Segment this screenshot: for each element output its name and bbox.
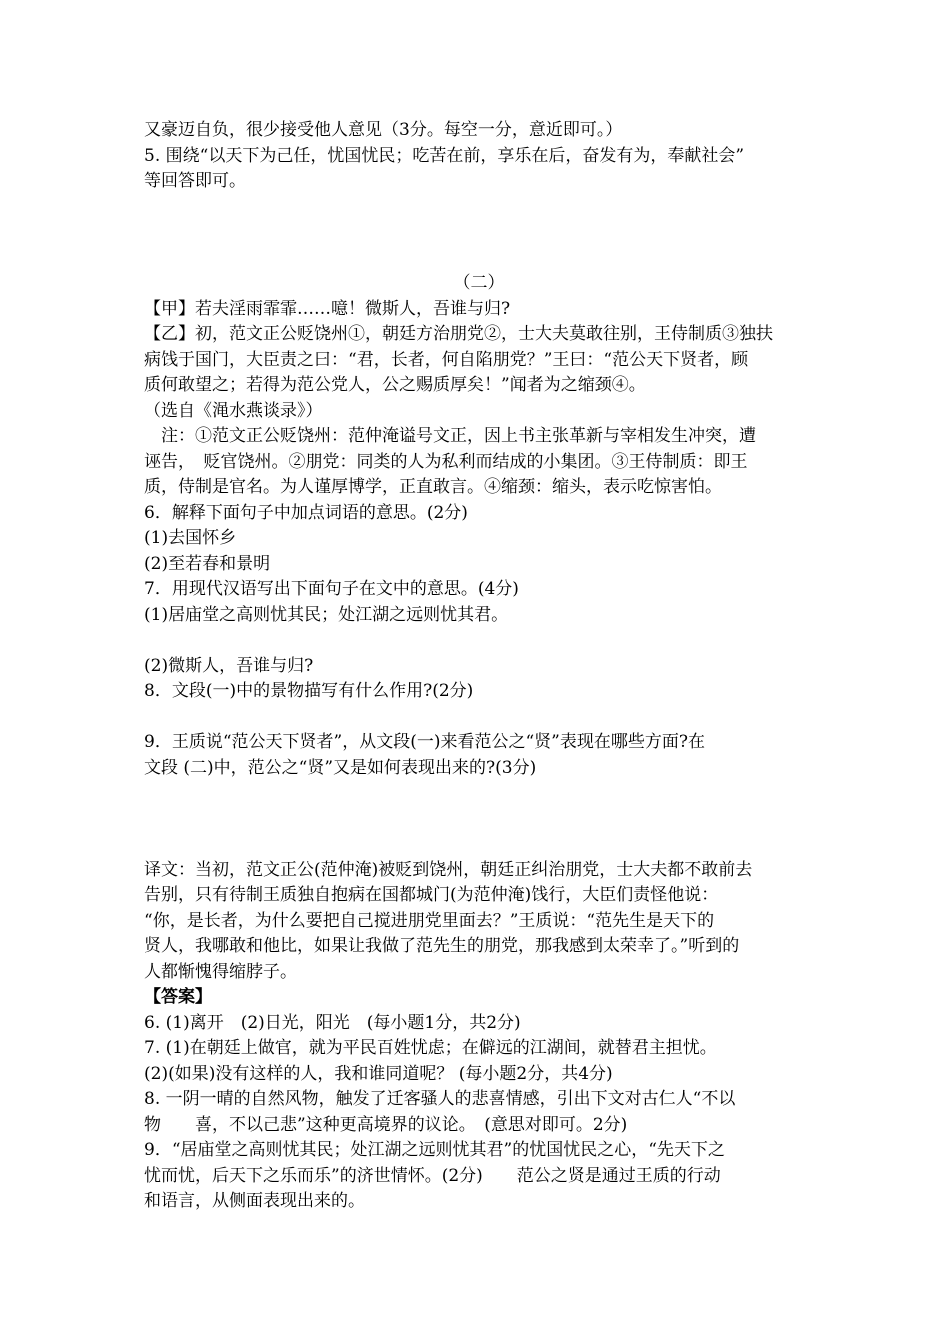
spacer xyxy=(144,807,814,833)
answer-5-line-1: 5. 围绕“以天下为己任，忧国忧民；吃苦在前，享乐在后，奋发有为，奉献社会” xyxy=(144,145,745,166)
passage-source: （选自《渑水燕谈录》） xyxy=(144,400,323,421)
translation-line-1: 译文：当初，范文正公(范仲淹)被贬到饶州，朝廷正纠治朋党，士大夫都不敢前去 xyxy=(144,859,753,880)
translation-line-2: 告别，只有待制王质独自抱病在国都城门(为范仲淹)饯行，大臣们责怪他说： xyxy=(144,885,719,905)
translation-line-5: 人都惭愧得缩脖子。 xyxy=(144,961,297,982)
question-7-item-2: (2)微斯人，吾谁与归? xyxy=(144,655,314,676)
passage-jia: 【甲】若夫淫雨霏霏……噫！微斯人，吾谁与归? xyxy=(144,298,511,319)
answer-heading: 【答案】 xyxy=(144,987,212,1007)
answer-6: 6. (1)离开 (2)日光，阳光 (每小题1分，共2分) xyxy=(144,1012,521,1033)
spacer xyxy=(144,220,814,246)
passage-yi-line-3: 质何敢望之；若得为范公党人，公之赐质厚矣！”闻者为之缩颈④。 xyxy=(144,375,646,395)
answer-9-line-3: 和语言，从侧面表现出来的。 xyxy=(144,1191,365,1211)
spacer xyxy=(144,246,814,272)
question-9-line-2: 文段 (二)中，范公之“贤”又是如何表现出来的?(3分) xyxy=(144,757,537,778)
spacer xyxy=(144,832,814,858)
spacer xyxy=(144,705,814,731)
answer-line-4-continued: 又豪迈自负，很少接受他人意见（3分。每空一分，意近即可。） xyxy=(144,120,623,140)
answer-5-line-2: 等回答即可。 xyxy=(144,171,246,191)
question-7: 7．用现代汉语写出下面句子在文中的意思。(4分) xyxy=(144,579,519,599)
translation-line-3: “你，是长者，为什么要把自己搅进朋党里面去？”王质说：“范先生是天下的 xyxy=(144,910,715,931)
answer-8-line-1: 8. 一阴一晴的自然风物，触发了迁客骚人的悲喜情感，引出下文对古仁人“不以 xyxy=(144,1089,736,1109)
section-heading: （二） xyxy=(453,273,505,293)
document-page xyxy=(144,118,814,1215)
question-8: 8．文段(一)中的景物描写有什么作用?(2分) xyxy=(144,681,474,701)
question-7-item-1: (1)居庙堂之高则忧其民；处江湖之远则忧其君。 xyxy=(144,604,509,625)
passage-yi-line-1: 【乙】初，范文正公贬饶州①，朝廷方治朋党②，士大夫莫敢往别，王侍制质③独扶 xyxy=(144,324,773,344)
question-6-item-2: (2)至若春和景明 xyxy=(144,553,271,574)
spacer xyxy=(144,195,814,221)
notes-line-2: 诬告， 贬官饶州。②朋党：同类的人为私利而结成的小集团。③王侍制质：即王 xyxy=(144,451,748,472)
passage-yi-line-2: 病饯于国门，大臣责之曰：“君，长者，何自陷朋党？”王曰：“范公天下贤者，顾 xyxy=(144,349,749,370)
spacer xyxy=(144,628,814,654)
answer-9-line-2: 忧而忧，后天下之乐而乐”的济世情怀。(2分) 范公之贤是通过王质的行动 xyxy=(144,1165,721,1186)
answer-9-line-1: 9．“居庙堂之高则忧其民；处江湖之远则忧其君”的忧国忧民之心，“先天下之 xyxy=(144,1140,725,1160)
translation-line-4: 贤人，我哪敢和他比，如果让我做了范先生的朋党，那我感到太荣幸了。”听到的 xyxy=(144,936,740,956)
question-9-line-1: 9．王质说“范公天下贤者”，从文段(一)来看范公之“贤”表现在哪些方面?在 xyxy=(144,732,705,752)
question-6-item-1: (1)去国怀乡 xyxy=(144,528,237,548)
answer-7-item-1: 7. (1)在朝廷上做官，就为平民百姓忧虑；在僻远的江湖间，就替君主担忧。 xyxy=(144,1038,717,1058)
answer-7-item-2: (2)(如果)没有这样的人，我和谁同道呢？ (每小题2分，共4分) xyxy=(144,1063,613,1084)
notes-line-1: 注：①范文正公贬饶州：范仲淹谥号文正，因上书主张革新与宰相发生冲突，遭 xyxy=(161,426,756,446)
spacer xyxy=(144,781,814,807)
answer-8-line-2: 物 喜，不以己悲”这种更高境界的议论。 (意思对即可。2分) xyxy=(144,1114,628,1135)
question-6: 6．解释下面句子中加点词语的意思。(2分) xyxy=(144,502,468,523)
notes-line-3: 质，侍制是官名。为人谨厚博学，正直敢言。④缩颈：缩头，表示吃惊害怕。 xyxy=(144,477,722,497)
